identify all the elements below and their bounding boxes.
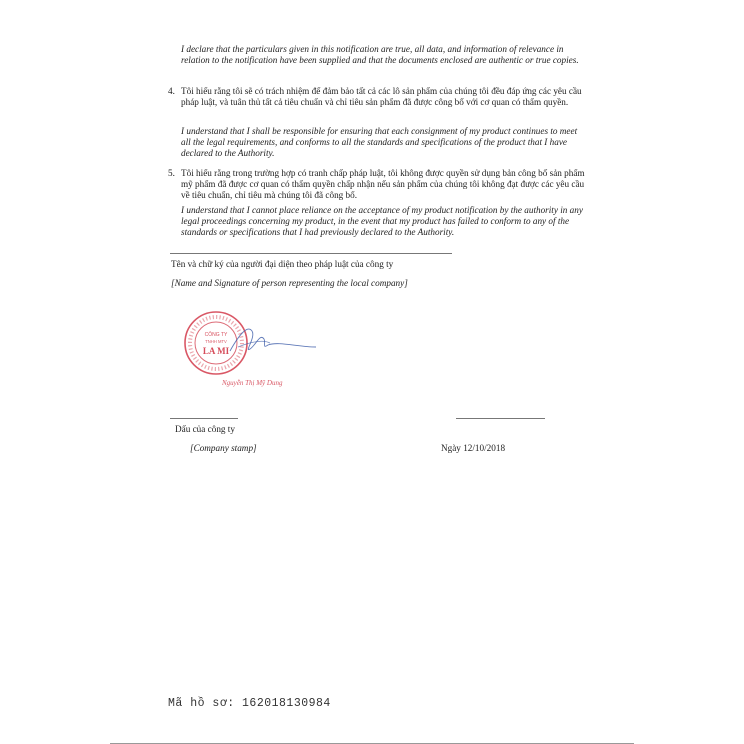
- item-5-number: 5.: [168, 168, 175, 178]
- seal-text-top: CÔNG TY: [204, 332, 228, 338]
- date-text: Ngày 12/10/2018: [441, 443, 506, 453]
- stamp-label-vi: Dấu của công ty: [175, 424, 235, 434]
- date-line: [456, 418, 545, 419]
- seal-text-mid: TNHH MTV: [205, 339, 227, 344]
- stamp-line: [170, 418, 238, 419]
- item-4-en: I understand that I shall be responsible for ensuring that each consignment of my product continues to meet all the legal requirements, and conforms to all the standards and specifications of the product that I have declared to the Authority.: [181, 126, 578, 159]
- intro-declaration-en: I declare that the particulars given in this notification are true, all data, and information of relevance in relation to the notification have been supplied and that the documents enclosed are authentic or true copies.: [181, 44, 579, 66]
- seal-text-name: LA MI: [202, 346, 230, 356]
- file-code: Mã hồ sơ: 162018130984: [168, 697, 331, 710]
- item-5-vi: Tôi hiểu rằng trong trường hợp có tranh chấp pháp luật, tôi không được quyền sử dụng bản công bố sản phẩm mỹ phẩm đã được cơ quan có thẩm quyền chấp nhận nếu sản phẩm của chúng tôi không đạt được các yêu cầu về tiêu chuẩn, chỉ tiêu mà chúng tôi đã công bố.: [181, 168, 585, 201]
- signature-label-vi: Tên và chữ ký của người đại diện theo pháp luật của công ty: [171, 259, 394, 269]
- company-seal-and-signature: [178, 303, 328, 395]
- signature-label-en: [Name and Signature of person representing the local company]: [171, 278, 408, 288]
- item-4-vi: Tôi hiểu rằng tôi sẽ có trách nhiệm để đảm bảo tất cả các lô sản phẩm của chúng tôi đều đáp ứng các yêu cầu pháp luật, và tuân thủ tất cả tiêu chuẩn và chỉ tiêu sản phẩm đã được công bố với cơ quan có thẩm quyền.: [181, 86, 582, 108]
- signer-name: Nguyễn Thị Mỹ Dung: [222, 379, 283, 387]
- item-4-number: 4.: [168, 86, 175, 96]
- signature-line: [170, 253, 452, 254]
- stamp-label-en: [Company stamp]: [190, 443, 257, 453]
- company-seal-icon: [178, 303, 328, 395]
- item-5-en: I understand that I cannot place reliance on the acceptance of my product notification by the authority in any legal proceedings concerning my product, in the event that my product has failed to conform to any of the standards or specifications that I had previously declared to the Authority.: [181, 205, 583, 238]
